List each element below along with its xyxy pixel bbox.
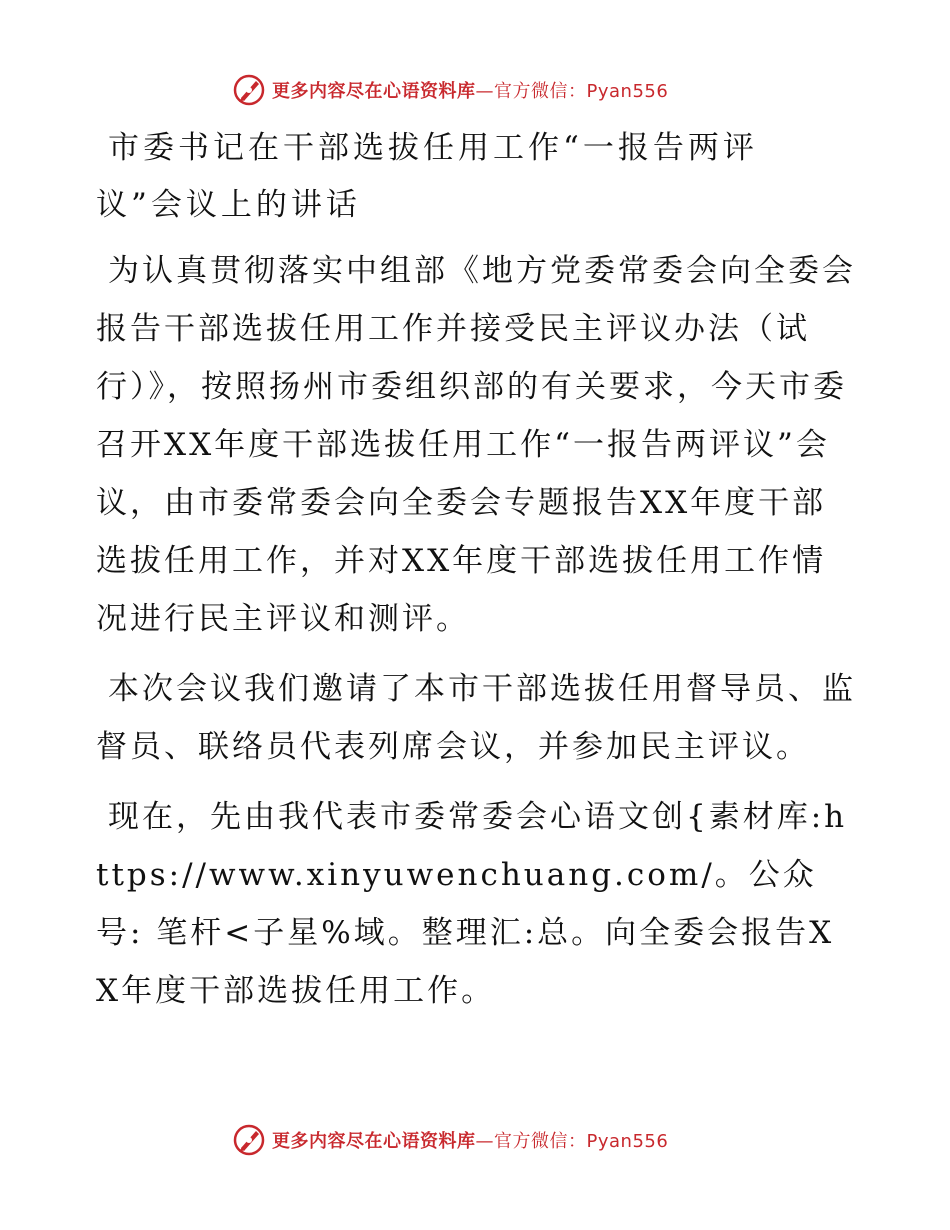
paragraph-2: 本次会议我们邀请了本市干部选拔任用督导员、监督员、联络员代表列席会议，并参加民主评议。 (96, 671, 856, 765)
banner-text (272, 1127, 668, 1153)
quill-pen-logo-icon (232, 73, 266, 107)
paragraph-1: 为认真贯彻落实中组部《地方党委常委会向全委会报告干部选拔任用工作并接受民主评议办法（试行）》，按照扬州市委组织部的有关要求，今天市委召开XX年度干部选拔任用工作“一报告两评议”会议，由市委常委会向全委会专题报告XX年度干部选拔任用工作，并对XX年度干部选拔任用工作情况进行民主评议和测评。 (96, 253, 856, 637)
document-body (96, 120, 856, 1032)
paragraph-3: 现在，先由我代表市委常委会心语文创{素材库:https://www.xinyuwenchuang.com/。公众号: 笔杆<子星%域。整理汇:总。向全委会报告XX年度干部选拔任用工作。 (96, 799, 848, 1009)
banner-separator: — (475, 81, 494, 102)
banner-wechat-text: 官方微信：Pyan556 (494, 81, 669, 102)
title-line-2: 议”会议上的讲话 (96, 187, 361, 223)
document-title (96, 120, 788, 234)
banner-main-text: 更多内容尽在心语资料库 (272, 1131, 476, 1152)
banner-wechat-text: 官方微信：Pyan556 (494, 1131, 669, 1152)
footer-banner (232, 1122, 668, 1158)
banner-separator: — (475, 1131, 494, 1152)
header-banner (232, 72, 668, 108)
banner-main-text: 更多内容尽在心语资料库 (272, 81, 476, 102)
banner-text (272, 77, 668, 103)
quill-pen-logo-icon (232, 1123, 266, 1157)
title-line-1: 市委书记在干部选拔任用工作“一报告两评 (108, 130, 758, 166)
